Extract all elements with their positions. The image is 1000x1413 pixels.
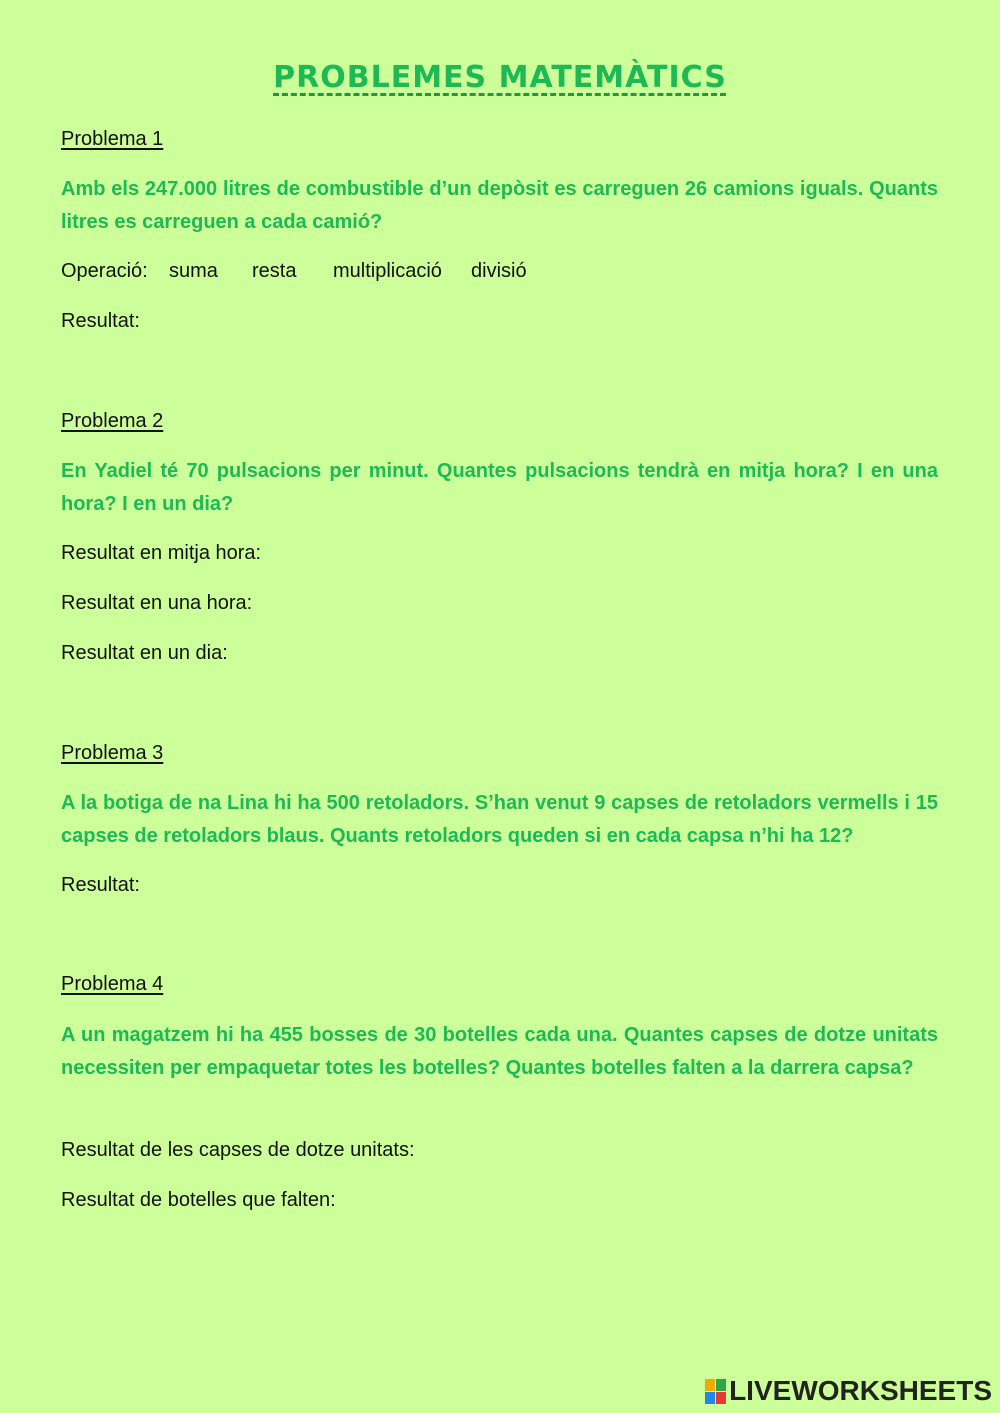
liveworksheets-logo <box>705 1375 992 1407</box>
problem-2-heading: Problema 2 <box>61 410 164 432</box>
problem-2-question: En Yadiel té 70 pulsacions per minut. Quantes pulsacions tendrà en mitja hora? I en una hora? I en un dia? <box>61 460 938 515</box>
operation-row <box>61 260 527 283</box>
problem-4-heading: Problema 4 <box>61 973 164 995</box>
problem-3-question: A la botiga de na Lina hi ha 500 retoladors. S’han venut 9 capses de retoladors vermells i 15 capses de retoladors blaus. Quants retoladors queden si en cada capsa n’hi ha 12? <box>61 792 938 847</box>
problem-4-result-boxes: Resultat de les capses de dotze unitats: <box>61 1139 415 1161</box>
operation-option-resta[interactable]: resta <box>252 260 297 282</box>
problem-3-heading: Problema 3 <box>61 742 164 764</box>
operation-option-divisio[interactable]: divisió <box>471 260 527 282</box>
logo-text: LIVEWORKSHEETS <box>729 1375 992 1406</box>
problem-4-question: A un magatzem hi ha 455 bosses de 30 botelles cada una. Quantes capses de dotze unitats necessiten per empaquetar totes les botelles? Quantes botelles falten a la darrera capsa? <box>61 1024 938 1079</box>
operation-option-suma[interactable]: suma <box>169 260 218 282</box>
problem-2-result-hour: Resultat en una hora: <box>61 592 253 614</box>
problem-1-heading: Problema 1 <box>61 128 164 150</box>
problem-1-result-label: Resultat: <box>61 310 140 332</box>
problem-3-result-label: Resultat: <box>61 874 140 896</box>
page-title: PROBLEMES MATEMÀTICS <box>273 60 727 95</box>
operation-label: Operació: <box>61 260 148 282</box>
liveworksheets-logo-icon <box>705 1379 726 1404</box>
problem-1-question: Amb els 247.000 litres de combustible d’un depòsit es carreguen 26 camions iguals. Quants litres es carreguen a cada camió? <box>61 178 938 233</box>
problem-2-result-half-hour: Resultat en mitja hora: <box>61 542 262 564</box>
problem-4-result-missing: Resultat de botelles que falten: <box>61 1189 336 1211</box>
problem-2-result-day: Resultat en un dia: <box>61 642 228 664</box>
operation-option-multiplicacio[interactable]: multiplicació <box>333 260 442 282</box>
